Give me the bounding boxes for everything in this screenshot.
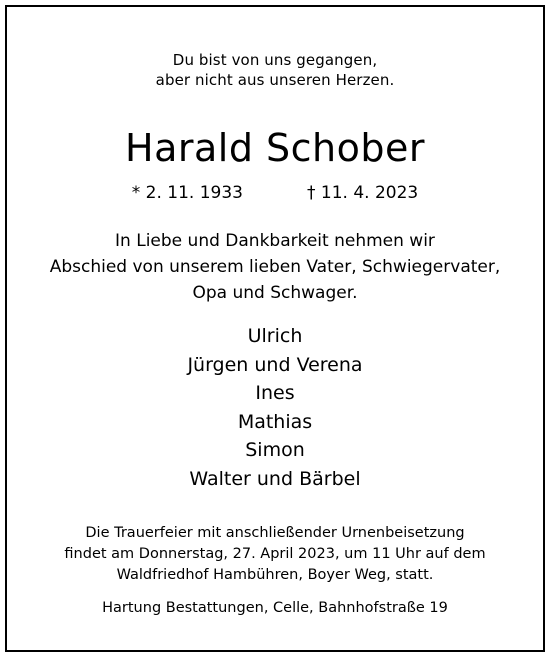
message-line-1: In Liebe und Dankbarkeit nehmen wir <box>115 231 435 251</box>
mourner-name: Ines <box>255 382 295 404</box>
funeral-service-info <box>7 523 543 586</box>
message-line-2: Abschied von unserem lieben Vater, Schwiegervater, <box>49 257 501 277</box>
message-line-3: Opa und Schwager. <box>192 283 358 303</box>
quote-line-1: Du bist von uns gegangen, <box>172 51 378 69</box>
undertaker-info: Hartung Bestattungen, Celle, Bahnhofstraße 19 <box>102 600 448 616</box>
quote-line-2: aber nicht aus unseren Herzen. <box>155 71 395 89</box>
obituary-frame <box>5 5 545 652</box>
deceased-name: Harald Schober <box>125 126 425 170</box>
farewell-message <box>7 228 543 306</box>
mourner-name: Mathias <box>237 410 313 433</box>
service-line-3: Waldfriedhof Hambühren, Boyer Weg, statt. <box>116 567 434 583</box>
birth-date: * 2. 11. 1933 <box>131 183 243 203</box>
service-line-1: Die Trauerfeier mit anschließender Urnenbeisetzung <box>85 525 465 541</box>
service-line-2: findet am Donnerstag, 27. April 2023, um 11 Uhr auf dem <box>64 546 486 562</box>
mourner-name: Jürgen und Verena <box>187 353 363 376</box>
mourner-name: Simon <box>245 439 305 461</box>
death-date: † 11. 4. 2023 <box>307 183 419 203</box>
mourners-list <box>7 322 543 493</box>
life-dates <box>7 181 543 205</box>
memorial-quote <box>7 50 543 90</box>
mourner-name: Ulrich <box>247 325 303 347</box>
mourner-name: Walter und Bärbel <box>189 467 361 490</box>
